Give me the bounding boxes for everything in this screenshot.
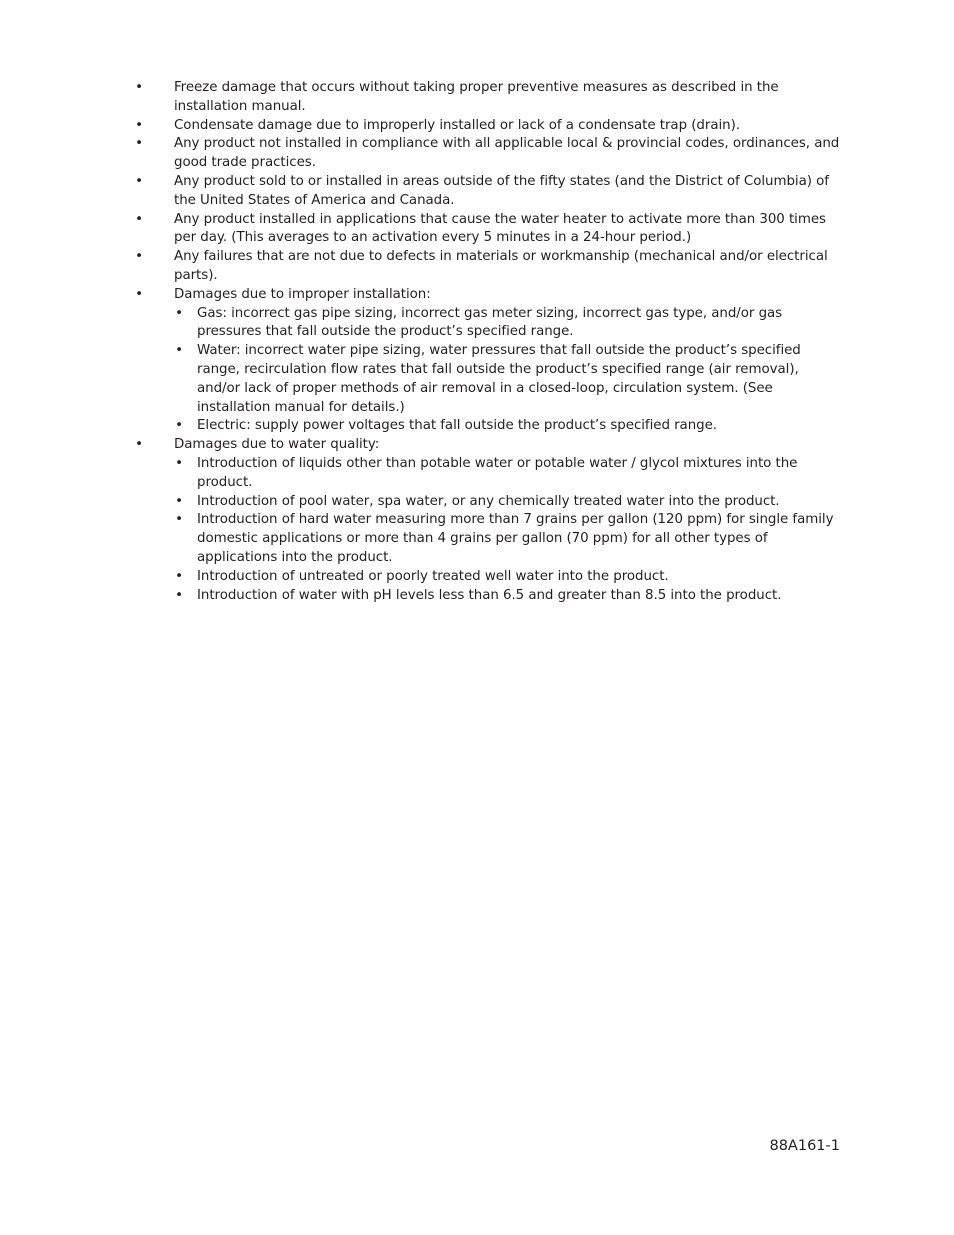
- sublist-item: [174, 305, 837, 343]
- list-item-text: Any product sold to or installed in areas outside of the fifty states (and the District of Columbia) of the United States of America and Canada.: [174, 173, 829, 208]
- sublist-item: [174, 417, 837, 436]
- bullet-icon: •: [135, 117, 143, 133]
- list-item-text: Condensate damage due to improperly installed or lack of a condensate trap (drain).: [174, 117, 740, 133]
- document-number: 88A161-1: [769, 1138, 840, 1154]
- list-item-text: Damages due to improper installation:: [174, 286, 431, 302]
- sublist-item-text: Introduction of hard water measuring more than 7 grains per gallon (120 ppm) for single family domestic applications or more than 4 grains per gallon (70 ppm) for all other types of applications into the product.: [197, 512, 834, 565]
- bullet-icon: •: [175, 418, 183, 434]
- improper-installation-sublist: [174, 305, 844, 437]
- bullet-icon: •: [175, 305, 183, 321]
- list-item-text: Any product not installed in compliance with all applicable local & provincial codes, ordinances, and good trade practices.: [174, 136, 840, 171]
- list-item: [0, 79, 844, 117]
- list-item-improper-installation: [0, 286, 844, 436]
- bullet-icon: •: [135, 136, 143, 152]
- water-quality-sublist: [174, 455, 844, 605]
- sublist-item-text: Gas: incorrect gas pipe sizing, incorrect gas meter sizing, incorrect gas type, and/or gas pressures that fall outside the product’s specified range.: [197, 305, 783, 340]
- sublist-item: [174, 493, 837, 512]
- bullet-icon: •: [135, 211, 143, 227]
- sublist-item: [174, 587, 837, 606]
- list-item: [0, 173, 844, 211]
- list-item-text: Any product installed in applications that cause the water heater to activate more than 300 times per day. (This averages to an activation every 5 minutes in a 24-hour period.): [174, 211, 826, 246]
- bullet-icon: •: [175, 343, 183, 359]
- bullet-icon: •: [175, 587, 183, 603]
- bullet-icon: •: [175, 512, 183, 528]
- sublist-item: [174, 455, 837, 493]
- bullet-icon: •: [175, 568, 183, 584]
- bullet-icon: •: [175, 455, 183, 471]
- exclusions-list: [0, 79, 954, 605]
- sublist-item-text: Introduction of untreated or poorly treated well water into the product.: [197, 568, 669, 584]
- list-item-text: Freeze damage that occurs without taking proper preventive measures as described in the installation manual.: [174, 80, 779, 114]
- list-item-text: Damages due to water quality:: [174, 437, 380, 453]
- sublist-item: [174, 568, 837, 587]
- bullet-icon: •: [135, 286, 143, 302]
- list-item: [0, 135, 844, 173]
- sublist-item: [174, 342, 837, 417]
- sublist-item-text: Electric: supply power voltages that fall outside the product’s specified range.: [197, 418, 717, 434]
- sublist-item-text: Introduction of liquids other than potable water or potable water / glycol mixtures into the product.: [197, 455, 798, 490]
- list-item: [0, 117, 844, 136]
- bullet-icon: •: [135, 173, 143, 189]
- bullet-icon: •: [135, 437, 143, 453]
- sublist-item: [174, 511, 837, 567]
- list-item: [0, 248, 844, 286]
- sublist-item-text: Introduction of water with pH levels less than 6.5 and greater than 8.5 into the product.: [197, 587, 782, 603]
- sublist-item-text: Introduction of pool water, spa water, or any chemically treated water into the product.: [197, 493, 780, 509]
- list-item-text: Any failures that are not due to defects in materials or workmanship (mechanical and/or electrical parts).: [174, 249, 828, 283]
- sublist-item-text: Water: incorrect water pipe sizing, water pressures that fall outside the product’s specified range, recirculation flow rates that fall outside the product’s specified range (air removal), and/or lack of proper methods of air removal in a closed-loop, circulation system. (See installation manual for details.): [197, 343, 801, 415]
- list-item-water-quality: [0, 436, 844, 605]
- bullet-icon: •: [135, 80, 143, 95]
- list-item: [0, 211, 844, 249]
- bullet-icon: •: [175, 493, 183, 509]
- bullet-icon: •: [135, 249, 143, 265]
